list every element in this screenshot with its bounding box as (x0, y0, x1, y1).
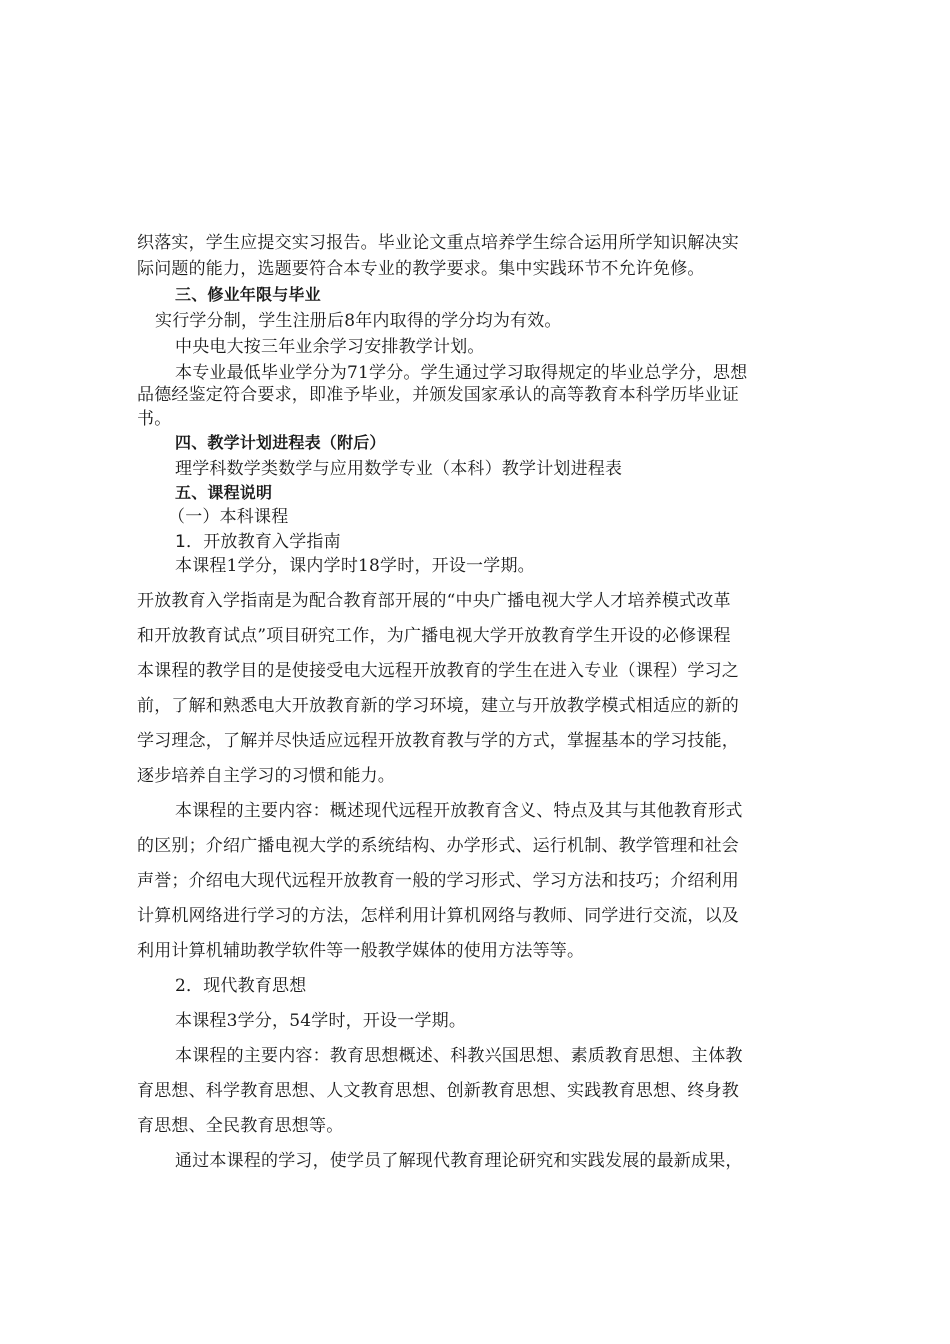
paragraph-line: 和开放教育试点”项目研究工作，为广播电视大学开放教育学生开设的必修课程 (137, 626, 731, 646)
subsection-heading: （一）本科课程 (168, 507, 289, 527)
paragraph-line: 逐步培养自主学习的习惯和能力。 (137, 766, 395, 786)
paragraph-line: 书。 (137, 409, 172, 429)
paragraph-line: 声誉；介绍电大现代远程开放教育一般的学习形式、学习方法和技巧；介绍利用 (137, 871, 739, 891)
paragraph-line: 中央电大按三年业余学习安排教学计划。 (175, 337, 485, 357)
paragraph-line: 本课程的主要内容：教育思想概述、科教兴国思想、素质教育思想、主体教 (175, 1046, 743, 1066)
section-heading: 四、教学计划进程表（附后） (175, 433, 386, 452)
paragraph-line: 开放教育入学指南是为配合教育部开展的“中央广播电视大学人才培养模式改革 (137, 591, 731, 611)
section-heading: 三、修业年限与毕业 (175, 285, 321, 304)
paragraph-line: 际问题的能力，选题要符合本专业的教学要求。集中实践环节不允许免修。 (137, 259, 705, 279)
paragraph-line: 利用计算机辅助教学软件等一般教学媒体的使用方法等等。 (137, 941, 585, 961)
course-title: 2．现代教育思想 (175, 976, 307, 996)
paragraph-line: 织落实，学生应提交实习报告。毕业论文重点培养学生综合运用所学知识解决实 (137, 233, 739, 253)
section-heading: 五、课程说明 (175, 483, 273, 502)
paragraph-line: 学习理念，了解并尽快适应远程开放教育教与学的方式，掌握基本的学习技能， (137, 731, 739, 751)
paragraph-line: 计算机网络进行学习的方法，怎样利用计算机网络与教师、同学进行交流，以及 (137, 906, 739, 926)
paragraph-line: 前，了解和熟悉电大开放教育新的学习环境，建立与开放教学模式相适应的新的 (137, 696, 739, 716)
paragraph-line: 本课程的主要内容：概述现代远程开放教育含义、特点及其与其他教育形式 (175, 801, 743, 821)
paragraph-line: 实行学分制，学生注册后8年内取得的学分均为有效。 (155, 311, 562, 331)
paragraph-line: 本专业最低毕业学分为71学分。学生通过学习取得规定的毕业总学分，思想 (175, 363, 748, 383)
paragraph-line: 理学科数学类数学与应用数学专业（本科）教学计划进程表 (175, 459, 623, 479)
paragraph-line: 本课程1学分，课内学时18学时，开设一学期。 (175, 556, 535, 576)
paragraph-line: 育思想、全民教育思想等。 (137, 1116, 344, 1136)
paragraph-line: 品德经鉴定符合要求，即准予毕业，并颁发国家承认的高等教育本科学历毕业证 (137, 385, 739, 405)
paragraph-line: 通过本课程的学习，使学员了解现代教育理论研究和实践发展的最新成果， (175, 1151, 743, 1171)
course-title: 1．开放教育入学指南 (175, 532, 341, 552)
paragraph-line: 育思想、科学教育思想、人文教育思想、创新教育思想、实践教育思想、终身教 (137, 1081, 739, 1101)
paragraph-line: 本课程3学分，54学时，开设一学期。 (175, 1011, 467, 1031)
paragraph-line: 的区别；介绍广播电视大学的系统结构、办学形式、运行机制、教学管理和社会 (137, 836, 739, 856)
paragraph-line: 本课程的教学目的是使接受电大远程开放教育的学生在进入专业（课程）学习之 (137, 661, 739, 681)
